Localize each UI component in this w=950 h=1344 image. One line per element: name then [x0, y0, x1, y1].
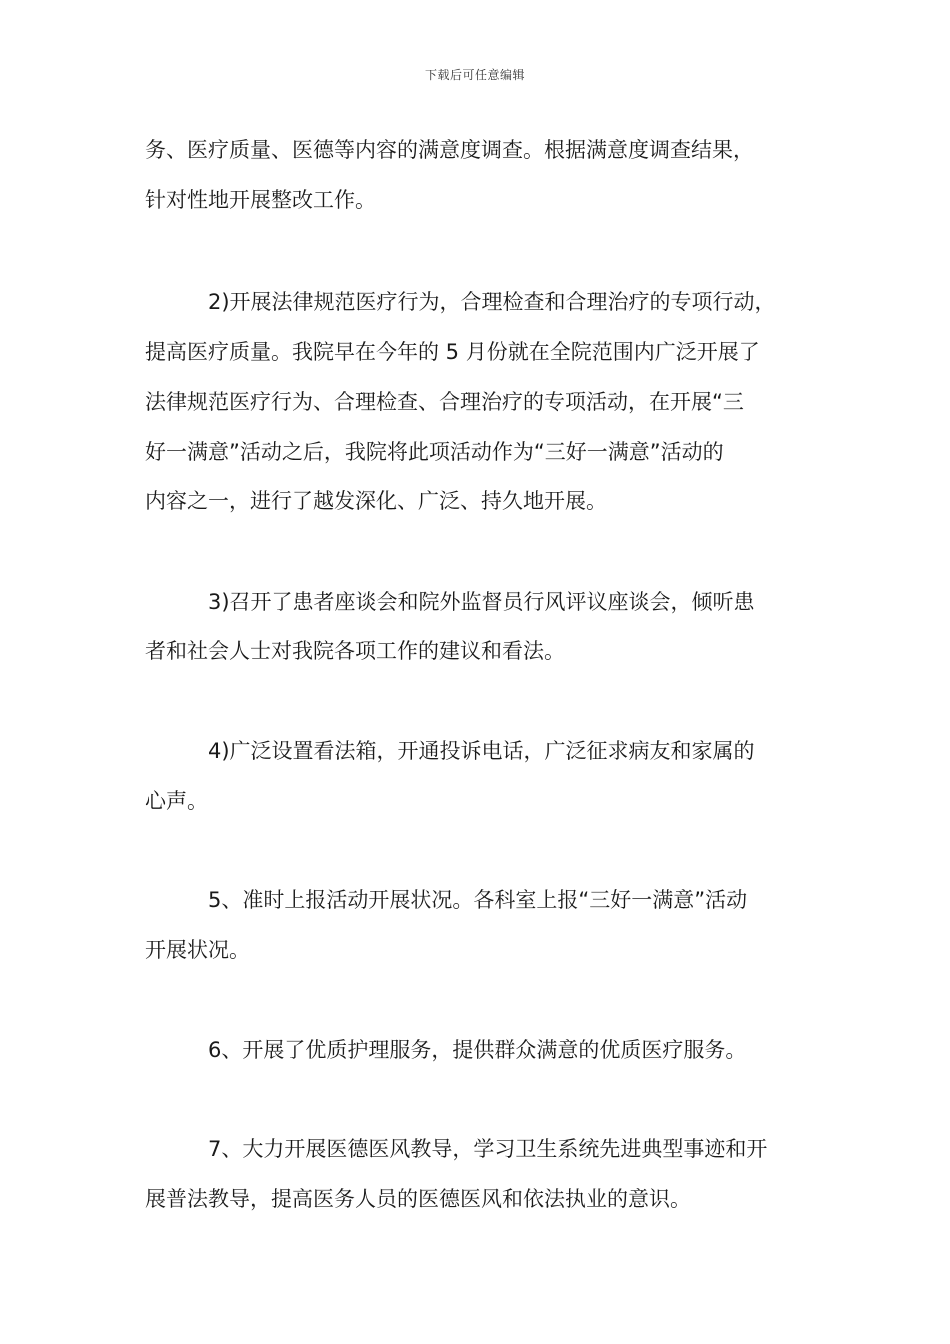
paragraph-line: 务、医疗质量、医德等内容的满意度调查。根据满意度调查结果， [145, 138, 754, 162]
paragraph-line: 4)广泛设置看法箱，开通投诉电话，广泛征求病友和家属的 [208, 739, 755, 763]
paragraph-line: 法律规范医疗行为、合理检查、合理治疗的专项活动，在开展“三 [145, 390, 744, 414]
paragraph-line: 开展状况。 [145, 938, 250, 962]
paragraph-line: 心声。 [145, 789, 208, 813]
paragraph-line: 内容之一，进行了越发深化、广泛、持久地开展。 [145, 489, 607, 513]
paragraph-line: 针对性地开展整改工作。 [145, 188, 376, 212]
paragraph-line: 6、开展了优质护理服务，提供群众满意的优质医疗服务。 [208, 1038, 747, 1062]
paragraph-line: 3)召开了患者座谈会和院外监督员行风评议座谈会，倾听患 [208, 590, 755, 614]
paragraph-line: 展普法教导，提高医务人员的医德医风和依法执业的意识。 [145, 1187, 691, 1211]
paragraph-line: 5、准时上报活动开展状况。各科室上报“三好一满意”活动 [208, 888, 748, 912]
paragraph-line: 好一满意”活动之后，我院将此项活动作为“三好一满意”活动的 [145, 440, 724, 464]
paragraph-line: 7、大力开展医德医风教导，学习卫生系统先进典型事迹和开 [208, 1137, 768, 1161]
paragraph-line: 提高医疗质量。我院早在今年的 5 月份就在全院范围内广泛开展了 [145, 340, 760, 364]
page-header: 下载后可任意编辑 [424, 68, 525, 82]
paragraph-line: 2)开展法律规范医疗行为，合理检查和合理治疗的专项行动， [208, 290, 776, 314]
paragraph-line: 者和社会人士对我院各项工作的建议和看法。 [145, 639, 565, 663]
